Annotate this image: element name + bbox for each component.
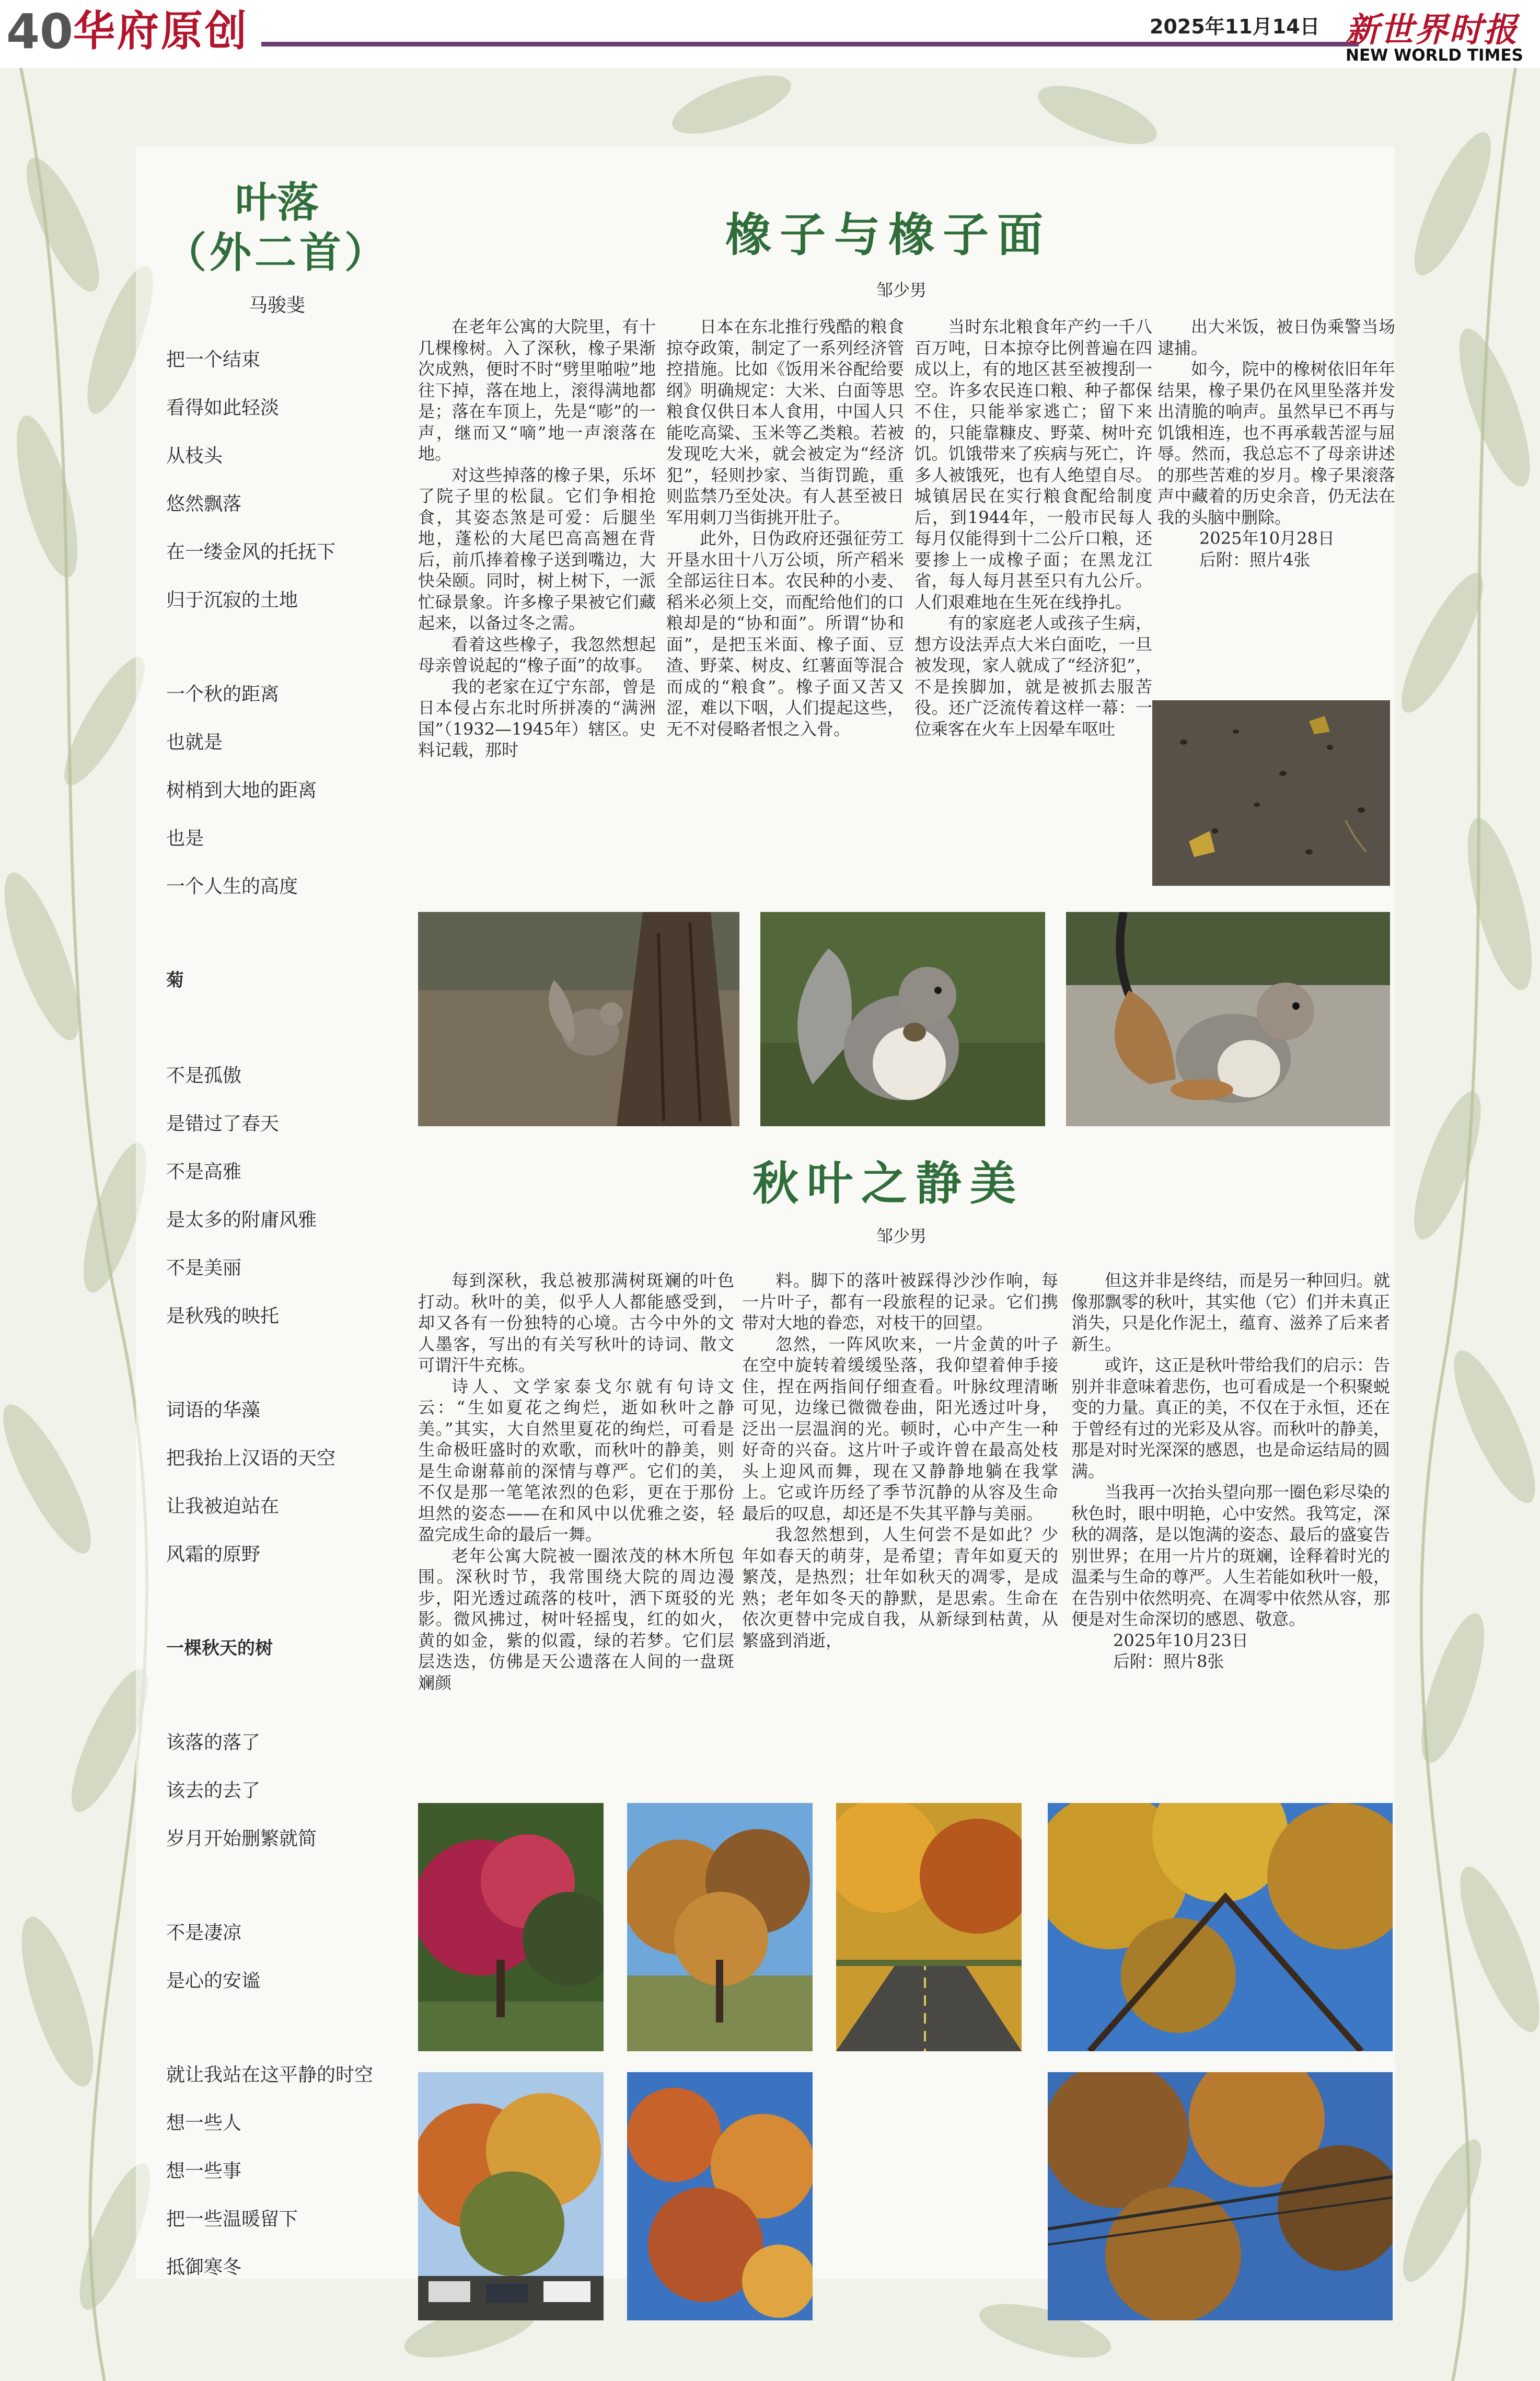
paragraph: 料。脚下的落叶被踩得沙沙作响，每一片叶子，都有一段旅程的记录。它们携带对大地的眷恋，对枝干的回望。 (742, 1270, 1058, 1333)
poem-line: 想一些事 (166, 2160, 242, 2182)
oak-leaves-photo (627, 2072, 813, 2320)
article1-date: 2025年10月28日 (1199, 528, 1335, 548)
article2-date: 2025年10月23日 (1113, 1630, 1248, 1650)
poem-line: 从枝头 (166, 445, 223, 467)
poem-line: 一个秋的距离 (166, 684, 280, 705)
article1-column-1 (418, 316, 656, 894)
poem-line: 该去的去了 (166, 1780, 261, 1801)
poem-line: 不是美丽 (166, 1257, 242, 1279)
paragraph: 当时东北粮食年产约一千八百万吨，日本掠夺比例普遍在四成以上，有的地区甚至被搜刮一空。许多农民连口粮、种子都保不住，只能举家逃亡；留下来的，只能靠糠皮、野菜、树叶充饥。饥饿带来了疾病与死亡，许多人被饿死，也有人绝望自尽。城镇居民在实行粮食配给制度后，到1944年，一般市民每人每月仅能得到十二公斤口粮，还要掺上一成橡子面；在黑龙江省，每人每月甚至只有九公斤。人们艰难地在生死在线挣扎。 (914, 317, 1152, 612)
article2-title: 秋叶之静美 (752, 1157, 1024, 1210)
poem-title: 叶落 (235, 178, 319, 227)
poem-line: 抵御寒冬 (166, 2257, 242, 2278)
paragraph: 我的老家在辽宁东部，曾是日本侵占东北时所拼凑的“满洲国”（1932—1945年）辖区。史料记载，那时 (418, 676, 656, 760)
poem-line: 也就是 (166, 732, 223, 753)
autumn-branches-photo (1048, 2072, 1393, 2320)
article1-photo-note: 后附：照片4张 (1199, 549, 1311, 570)
squirrel-by-tree-photo (418, 912, 739, 1126)
paragraph: 诗人、文学家泰戈尔就有句诗文云：“生如夏花之绚烂，逝如秋叶之静美。”其实，大自然里夏花的绚烂，可看是生命极旺盛时的欢歌，而秋叶的静美，则是生命谢幕前的深情与尊严。它们的美，不仅是那一笔笔浓烈的色彩，更在于那份坦然的姿态——在和风中以优雅之姿，轻盈完成生命的最后一舞。 (418, 1376, 734, 1544)
article1-column-4 (1157, 316, 1395, 651)
article1-title: 橡子与橡子面 (725, 208, 1051, 262)
poem-line: 一个人生的高度 (166, 876, 298, 897)
poem-line: 风霜的原野 (166, 1544, 261, 1565)
paragraph: 对这些掉落的橡子果，乐坏了院子里的松鼠。它们争相抢食，其姿态煞是可爱：后腿坐地，蓬松的大尾巴高高翘在背后，前爪捧着橡子送到嘴边，大快朵颐。同时，树上树下，一派忙碌景象。许多橡子果被它们藏起来，以备过冬之需。 (418, 465, 656, 633)
article1-column-2 (666, 316, 904, 894)
paragraph: 看着这些橡子，我忽然想起母亲曾说起的“橡子面”的故事。 (418, 634, 656, 675)
poem-line: 让我被迫站在 (166, 1496, 280, 1517)
paragraph: 出大米饭，被日伪乘警当场逮捕。 (1157, 317, 1395, 358)
poem-line: 也是 (166, 828, 204, 849)
poem-line: 把一些温暖留下 (166, 2209, 298, 2230)
poem-line: 归于沉寂的土地 (166, 590, 298, 611)
page-number: 40 (6, 4, 74, 60)
poem-line: 不是孤傲 (166, 1065, 242, 1087)
poem-line: 是秋残的映托 (166, 1305, 280, 1327)
paragraph: 忽然，一阵风吹来，一片金黄的叶子在空中旋转着缓缓坠落，我仰望着伸手接住，捏在两指间仔细查看。叶脉纹理清晰可见，边缘已微微卷曲，阳光透过叶身，泛出一层温润的光。顿时，心中产生一种好奇的兴奋。这片叶子或许曾在最高处枝头上迎风而舞，现在又静静地躺在我掌上。它或许历经了季节沉静的从容及生命最后的叹息，却还是不失其平静与美丽。 (742, 1334, 1058, 1523)
acorns-on-ground-photo (1152, 700, 1390, 886)
poem-line: 是太多的附庸风雅 (166, 1209, 317, 1231)
article2-column-3 (1071, 1270, 1390, 1779)
poem-author: 马骏斐 (248, 295, 305, 316)
poem-line: 树梢到大地的距离 (166, 780, 317, 801)
paragraph: 日本在东北推行残酷的粮食掠夺政策，制定了一系列经济管控措施。比如《饭用米谷配给要纲》明确规定：大米、白面等思粮食仅供日本人食用，中国人只能吃高粱、玉米等乙类粮。若被发现吃大米，就会被定为“经济犯”，轻则抄家、当街罚跪，重则监禁乃至处决。有人甚至被日军用刺刀当街挑开肚子。 (666, 317, 904, 527)
orange-tree-photo (418, 2072, 604, 2320)
poem-line: 悠然飘落 (166, 493, 242, 515)
poem-line: 是错过了春天 (166, 1113, 280, 1135)
masthead-english: NEW WORLD TIMES (1346, 46, 1523, 65)
paragraph: 此外，日伪政府还强征劳工开垦水田十八万公顷，所产稻米全部运往日本。农民种的小麦、稻米必须上交，而配给他们的口粮却是的“协和面”。所谓“协和面”，是把玉米面、橡子面、豆渣、野菜、树皮、红薯面等混合而成的“粮食”。橡子面又苦又涩，难以下咽，人们提起这些，无不对侵略者恨之入骨。 (666, 528, 904, 739)
paragraph: 当我再一次抬头望向那一圈色彩尽染的秋色时，眼中明艳，心中安然。我笃定，深秋的凋落，是以饱满的姿态、最后的盛宴告别世界；在用一片片的斑斓，诠释着时光的温柔与生命的尊严。人生若能如秋叶一般，在告别中依然明亮、在凋零中依然从容，那便是对生命深切的感恩、敬意。 (1071, 1482, 1390, 1629)
poem-line: 不是凄凉 (166, 1922, 242, 1944)
header-rule (261, 42, 1359, 47)
poem-subtitle: （外二首） (165, 228, 389, 277)
poem-line: 不是高雅 (166, 1161, 242, 1183)
squirrel-eating-photo (760, 912, 1045, 1126)
paragraph: 但这并非是终结，而是另一种回归。就像那飘零的秋叶，其实他（它）们并未真正消失，只是化作泥土，蕴育、滋养了后来者新生。 (1071, 1270, 1390, 1354)
poem-line: 把我抬上汉语的天空 (166, 1448, 336, 1469)
masthead-logo: 新世界时报 (1346, 11, 1518, 50)
red-maple-photo (418, 1803, 604, 2051)
paragraph: 如今，院中的橡树依旧年年结果，橡子果仍在风里坠落并发出清脆的响声。虽然早已不再与饥饿相连，也不再承载苦涩与屈辱。然而，我总忘不了母亲讲述的那些苦难的岁月。橡子果滚落声中藏着的历史余音，仍无法在我的头脑中删除。 (1157, 359, 1395, 527)
poem-subheading-autumn-tree: 一棵秋天的树 (166, 1638, 273, 1659)
article2-byline: 邹少男 (876, 1226, 927, 1246)
paragraph: 或许，这正是秋叶带给我们的启示：告别并非意味着悲伤，也可看成是一个积聚蜕变的力量。真正的美，不仅在于永恒，还在于曾经有过的光彩及从容。而秋叶的静美，那是对时光深深的感恩，也是命运结局的圆满。 (1071, 1355, 1390, 1481)
article2-column-1 (418, 1270, 734, 1779)
paragraph: 有的家庭老人或孩子生病，想方设法弄点大米白面吃，一旦被发现，家人就成了“经济犯”，不是挨脚加，就是被抓去服苦役。还广泛流传着这样一幕：一位乘客在火车上因晕车呕吐 (914, 613, 1152, 739)
poem-line: 在一缕金风的托抚下 (166, 541, 336, 563)
poem-line: 想一些人 (166, 2112, 242, 2134)
autumn-trees-photo (627, 1803, 813, 2051)
section-title: 华府原创 (73, 7, 249, 55)
poem-line: 把一个结束 (166, 349, 261, 371)
poem-line: 该落的落了 (166, 1732, 261, 1753)
paragraph: 在老年公寓的大院里，有十几棵橡树。入了深秋，橡子果渐次成熟，便时不时“劈里啪啦”地往下掉，落在地上，滚得满地都是；落在车顶上，先是“嘭”的一声，继而又“嘀”地一声滚落在地。 (418, 317, 656, 464)
poem-line: 词语的华藻 (166, 1400, 261, 1421)
article2-column-2 (742, 1270, 1058, 1779)
article2-photo-note: 后附：照片8张 (1113, 1651, 1224, 1671)
article1-column-3 (914, 316, 1152, 894)
article1-byline: 邹少男 (876, 280, 927, 300)
paragraph: 老年公寓大院被一圈浓茂的林木所包围。深秋时节，我常围绕大院的周边漫步，阳光透过疏落的枝叶，洒下斑驳的光影。微风拂过，树叶轻摇曳，红的如火，黄的如金，紫的似霞，绿的若梦。它们层层迭迭，仿佛是天公遗落在人间的一盘斑斓颜 (418, 1545, 734, 1693)
poem-line: 看得如此轻淡 (166, 397, 280, 419)
poem-line: 是心的安谧 (166, 1970, 261, 1992)
poem-line: 岁月开始删繁就简 (166, 1828, 317, 1850)
poem-line: 就让我站在这平静的时空 (166, 2064, 374, 2086)
page-header (0, 0, 1540, 68)
autumn-path-photo (836, 1803, 1022, 2051)
poem-subheading-chrysanthemum: 菊 (166, 970, 184, 991)
paragraph: 我忽然想到，人生何尝不是如此？少年如春天的萌芽，是希望；青年如夏天的繁茂，是热烈；壮年如秋天的凋零，是成熟；老年如冬天的静默，是思索。生命在依次更替中完成自我，从新绿到枯黄，从繁盛到消逝， (742, 1524, 1058, 1650)
paragraph: 每到深秋，我总被那满树斑斓的叶色打动。秋叶的美，似乎人人都能感受到，却又各有一份独特的心境。古今中外的文人墨客，写出的有关写秋叶的诗词、散文可谓汗牛充栋。 (418, 1270, 734, 1375)
yellow-canopy-photo (1048, 1803, 1393, 2051)
issue-date: 2025年11月14日 (1150, 15, 1320, 38)
squirrel-on-pavement-photo (1066, 912, 1390, 1126)
